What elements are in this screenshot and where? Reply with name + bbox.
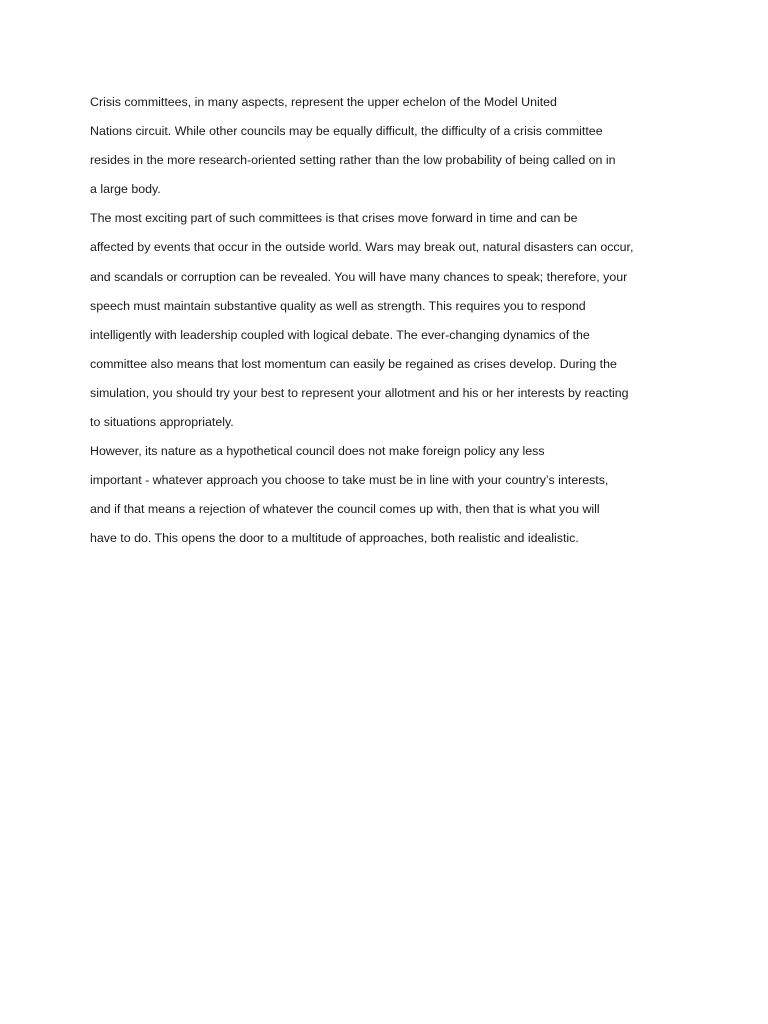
text-line: to situations appropriately.: [90, 415, 234, 430]
text-line: Crisis committees, in many aspects, represent the upper echelon of the Model United: [90, 95, 557, 109]
text-line: resides in the more research-oriented setting rather than the low probability of being called on in: [90, 153, 616, 168]
text-line: a large body.: [90, 182, 161, 197]
text-line: have to do. This opens the door to a multitude of approaches, both realistic and idealistic.: [90, 531, 579, 546]
text-line: However, its nature as a hypothetical council does not make foreign policy any less: [90, 444, 545, 459]
text-line: committee also means that lost momentum can easily be regained as crises develop. During the: [90, 356, 617, 371]
text-line: speech must maintain substantive quality as well as strength. This requires you to respond: [90, 298, 586, 313]
text-line: Nations circuit. While other councils may be equally difficult, the difficulty of a crisis committee: [90, 124, 603, 139]
text-line: The most exciting part of such committees is that crises move forward in time and can be: [90, 211, 578, 226]
text-line: and if that means a rejection of whatever the council comes up with, then that is what you will: [90, 502, 600, 517]
text-line: affected by events that occur in the outside world. Wars may break out, natural disasters can occur,: [90, 240, 634, 255]
document-body: [90, 88, 690, 554]
text-line: important - whatever approach you choose to take must be in line with your country’s interests,: [90, 473, 609, 488]
text-line: intelligently with leadership coupled with logical debate. The ever-changing dynamics of the: [90, 327, 590, 342]
text-line: simulation, you should try your best to represent your allotment and his or her interests by reacting: [90, 385, 629, 400]
text-line: and scandals or corruption can be revealed. You will have many chances to speak; therefore, your: [90, 269, 628, 284]
